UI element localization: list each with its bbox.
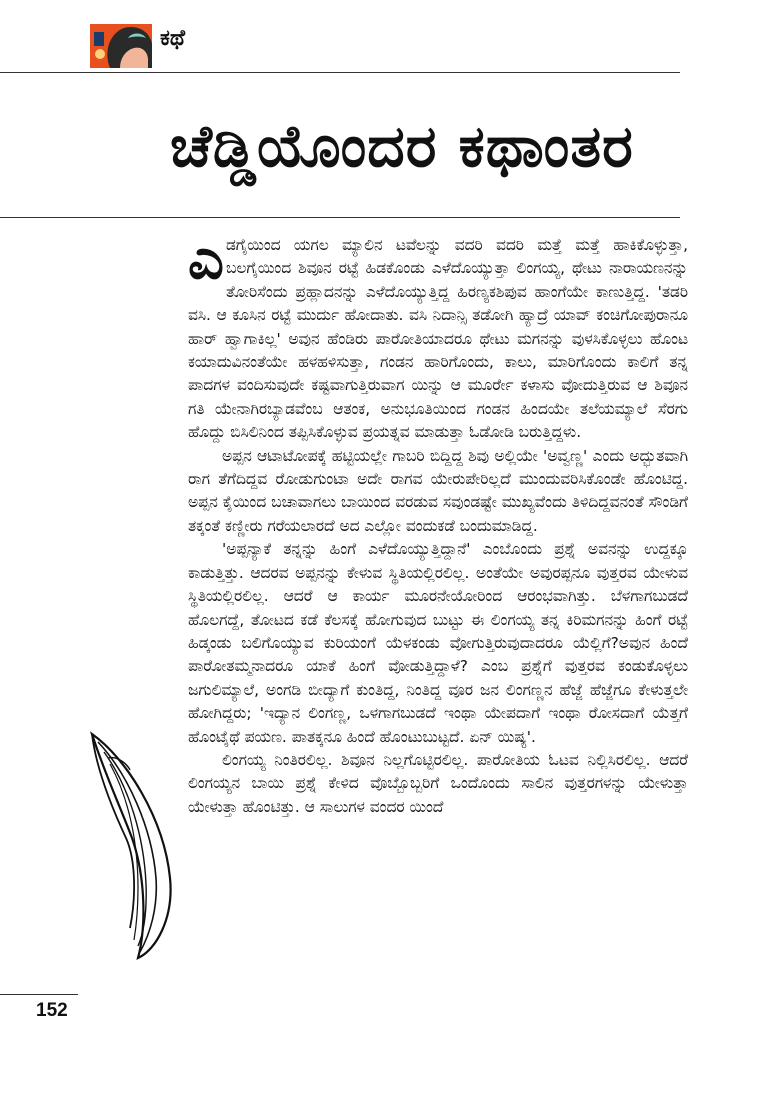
- section-logo-illustration: [90, 24, 152, 68]
- story-title: ಚೆಡ್ಡಿಯೊಂದರ ಕಥಾಂತರ: [170, 112, 634, 180]
- footer-divider: [0, 994, 78, 995]
- story-paragraph-4: ಲಿಂಗಯ್ಯ ನಿಂತಿರಲಿಲ್ಲ. ಶಿವೂನ ನಿಲ್ಲಗೊಟ್ಟಿರಲಿಲ್ಲ. ಪಾರೋತಿಯ ಓಟವ ನಿಲ್ಲಿಸಿರಲಿಲ್ಲ. ಆದರೆ ಲಿಂಗಯ್ಯನ ಬಾಯಿ ಪ್ರಶ್ನೆ ಕೇಳಿದ ವೊಬ್ಬೊಬ್ಬರಿಗೆ ಒಂದೊಂದು ಸಾಲಿನ ವುತ್ತರಗಳನ್ನು ಯೇಳುತ್ತಾ ಯೇಳುತ್ತಾ ಹೊಂಟಿತ್ತು. ಆ ಸಾಲುಗಳ ವಂದರ ಯಿಂದೆ: [188, 750, 688, 816]
- story-paragraph-2: ಅಪ್ಪನ ಆಟಾಟೋಪಕ್ಕೆ ಹಟ್ಟಿಯಲ್ಲೇ ಗಾಬರಿ ಬಿದ್ದಿದ್ದ ಶಿವು ಅಲ್ಲಿಯೇ 'ಅವ್ವಣ್ಣ' ಎಂದು ಅದ್ಭುತವಾಗಿ ರಾಗ ತೆಗೆದಿದ್ದವ ರೋಡುಗುಂಟಾ ಅದೇ ರಾಗವ ಯೇರುಪೇರಿಲ್ಲದೆ ಮುಂದುವರಿಸಿಕೊಂಡೇ ಹೊಂಟಿದ್ದ. ಅಪ್ಪನ ಕೈಯಿಂದ ಬಚಾವಾಗಲು ಬಾಯಿಂದ ವರಡುವ ಸವುಂಡಷ್ಟೇ ಮುಖ್ಯವೆಂದು ತಿಳಿದಿದ್ದವನಂತೆ ಸೌಂಡಿಗೆ ತಕ್ಕಂತೆ ಕಣ್ಣೀರು ಗರೆಯಲಾರದೆ ಅದ ಎಲ್ಲೋ ವಂದುಕಡೆ ಬಂದುಮಾಡಿದ್ದ.: [188, 446, 688, 535]
- story-body: [188, 226, 688, 819]
- section-label: ಕಥೆ: [160, 26, 185, 51]
- drop-cap: ಎ: [188, 226, 224, 292]
- page-number: 152: [36, 1000, 68, 1021]
- header-divider: [0, 72, 680, 73]
- story-paragraph-3: 'ಅಪ್ಪನ್ಯಾಕೆ ತನ್ನನ್ನು ಹಿಂಗೆ ಎಳೆದೊಯ್ಯುತ್ತಿದ್ದಾನೆ' ಎಂಬೊಂದು ಪ್ರಶ್ನೆ ಅವನನ್ನು ಉದ್ದಕ್ಕೂ ಕಾಡುತ್ತಿತ್ತು. ಆದರವ ಅಪ್ಪನನ್ನು ಕೇಳುವ ಸ್ಥಿತಿಯಲ್ಲಿರಲಿಲ್ಲ. ಅಂತೆಯೇ ಅವುರಪ್ಪನೂ ವುತ್ತರವ ಯೇಳುವ ಸ್ಥಿತಿಯಲ್ಲಿರಲಿಲ್ಲ. ಆದರೆ ಆ ಕಾರ್ಯ ಮೂರನೇಯೋರಿಂದ ಆರಂಭವಾಗಿತ್ತು. ಬೆಳಗಾಗಬುಡದೆ ಹೊಲಗದ್ದೆ, ತೋಟದ ಕಡೆ ಕೆಲಸಕ್ಕೆ ಹೋಗುವುದ ಬುಟ್ಟು ಈ ಲಿಂಗಯ್ಯ ತನ್ನ ಕಿರಿಮಗನನ್ನು ಹಿಂಗೆ ರಟ್ಟೆ ಹಿಡ್ಕಂಡು ಬಲಿಗೊಯ್ಯುವ ಕುರಿಯಂಗೆ ಯೆಳಕಂಡು ವೋಗುತ್ತಿರುವುದಾದರೂ ಯೆಲ್ಲಿಗೆ?ಅವುನ ಹಿಂದೆ ಪಾರೋತಮ್ಮನಾದರೂ ಯಾಕೆ ಹಿಂಗೆ ವೋಡುತ್ತಿದ್ದಾಳೆ? ಎಂಬ ಪ್ರಶ್ನೆಗೆ ವುತ್ತರವ ಕಂಡುಕೊಳ್ಳಲು ಜಗುಲಿಮ್ಯಾಲೆ, ಅಂಗಡಿ ಬೀದ್ಯಾಗೆ ಕುಂತಿದ್ದ, ನಿಂತಿದ್ದ ವೂರ ಜನ ಲಿಂಗಣ್ಣನ ಹೆಜ್ಜೆ ಹೆಜ್ಜೆಗೂ ಕೇಳುತ್ತಲೇ ಹೋಗಿದ್ದರು; 'ಇದ್ಯಾನ ಲಿಂಗಣ್ಣ, ಒಳಗಾಗಬುಡದೆ ಇಂಥಾ ಯೇಪದಾಗೆ ಇಂಥಾ ರೋಸದಾಗೆ ಯೆತ್ತಗೆ ಹೊಂಟೈಥೆ ಪಯಣ. ಪಾತಕ್ಕನೂ ಹಿಂದೆ ಹೊಂಟುಬುಟ್ಟದೆ. ಏನ್ ಯಿಷ್ಯ'.: [188, 540, 688, 746]
- feather-ornament: [86, 728, 182, 960]
- paragraph-text: ಡಗೈಯಿಂದ ಯಗಲ ಮ್ಯಾಲಿನ ಟವೆಲನ್ನು ವದರಿ ವದರಿ ಮತ್ತೆ ಮತ್ತೆ ಹಾಕಿಕೊಳ್ಳುತ್ತಾ, ಬಲಗೈಯಿಂದ ಶಿವೂನ ರಟ್ಟೆ ಹಿಡಕೊಂಡು ಎಳೆದೊಯ್ಯುತ್ತಾ ಲಿಂಗಯ್ಯ, ಥೇಟು ನಾರಾಯಣನನ್ನು ತೋರಿಸೆಂದು ಪ್ರಹ್ಲಾದನನ್ನು ಎಳೆದೊಯ್ಯುತ್ತಿದ್ದ ಹಿರಣ್ಯಕಶಿಪುವ ಹಾಂಗೆಯೇ ಕಾಣುತ್ತಿದ್ದ. 'ತಡರಿ ವಸಿ. ಆ ಕೂಸಿನ ರಟ್ಟೆ ಮುರ್ದು ಹೋದಾತು. ವಸಿ ನಿದಾನ್ಸಿ ತಡೋಗಿ ಹ್ಯಾದ್ರೆ ಯಾವ್ ಕಂಚಿಗೋಪುರಾನೂ ಹಾರ್ ಹ್ವಾಗಾಕಿಲ್ಲ' ಅವುನ ಹೆಂಡಿರು ಪಾರೋತಿಯಾದರೂ ಥೇಟು ಮಗನನ್ನು ವುಳಸಿಕೊಳ್ಳಲು ಹೊಂಟ ಕಯಾದುವಿನಂತೆಯೇ ಹಳಹಳಿಸುತ್ತಾ, ಗಂಡನ ಹಾರಿಗೊಂದು, ಕಾಲು, ಮಾರಿಗೊಂದು ಕಾಲಿಗೆ ತನ್ನ ಪಾದಗಳ ವಂದಿಸುವುದೇ ಕಷ್ಟವಾಗುತ್ತಿರುವಾಗ ಯಿನ್ನು ಆ ಮೂರ್ರೇ ಕಳಾಸು ವೋದುತ್ತಿರುವ ಆ ಶಿವೂನ ಗತಿ ಯೇನಾಗಿರಬ್ಯಾಡವೆಂಬ ಆತಂಕ, ಅನುಭೂತಿಯಿಂದ ಗಂಡನ ಹಿಂದಯೇ ತಲೆಯಮ್ಯಾಲೆ ಸೆರಗು ಹೊದ್ದು ಬಿಸಿಲಿನಿಂದ ತಪ್ಪಿಸಿಕೊಳ್ಳುವ ಪ್ರಯತ್ನವ ಮಾಡುತ್ತಾ ಓಡೋಡಿ ಬರುತ್ತಿದ್ದಳು.: [188, 236, 688, 442]
- story-paragraph-1: [188, 226, 688, 445]
- title-divider: [0, 217, 680, 218]
